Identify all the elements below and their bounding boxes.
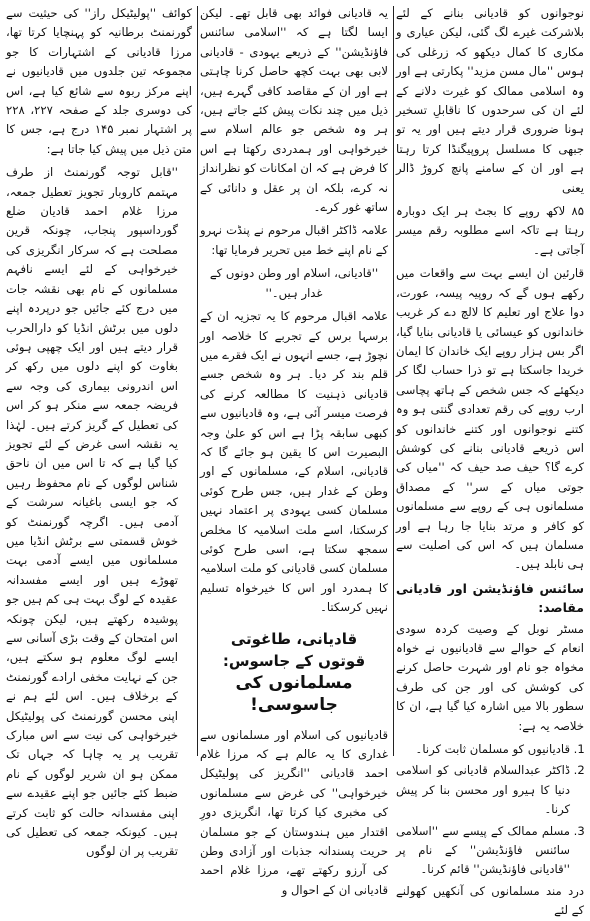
paragraph: درد مند مسلمانوں کی آنکھیں کھولنے کے لئے [396, 883, 584, 918]
quoted-notice: ''قابل توجہ گورنمنٹ از طرف مہتمم کاروبار تجویز تعطیل جمعہ، مرزا غلام احمد قادیان ضلع گورداسپور پنجاب، چونکہ قرین مصلحت ہے کہ سرکار انگریزی کی خیرخواہی کے لئے ایسے نافہم مسلمانوں کے نام بھی نقشہ جات میں درج کئے جائیں جو درپردہ اپنے دلوں میں برٹش انڈیا کو دارالحرب قرار دیتے ہیں اور ایک چھپی ہوئی بغاوت کو اپنے دلوں میں رکھ کر اس اندرونی بیماری کی وجہ سے فریضہ جمعہ سے منکر ہو کر اس کی تعطیل کے گریز کرتے ہیں۔ لہٰذا یہ نقشہ اسی غرض کے لئے تجویز کیا گیا ہے کہ تا اس میں ان ناحق شناس لوگوں کے نام محفوظ رہیں کہ جو ایسی باغیانہ سرشت کے آدمی ہیں۔ اگرچہ گورنمنٹ کو خوش قسمتی سے برٹش انڈیا میں مسلمانوں میں ایسے آدمی بہت تھوڑے ہیں اور ایسے مفسدانہ عقیدہ کے لوگ بہت ہی کم ہیں جو پوشیدہ رکھتے ہیں، لیکن چونکہ اس امتحان کے وقت بڑی آسانی سے ایسے لوگ معلوم ہو سکتے ہیں، جن کے نہایت مخفی ارادے گورنمنٹ کے برخلاف ہیں۔ اس لئے ہم نے اپنی محسن گورنمنٹ کی پولیٹیکل خیرخواہی کی نیت سے اس مبارک تقریب پر یہ چاہا کہ جہاں تک ممکن ہو ان شریر لوگوں کے نام ضبط کئے جائیں جو اپنے عقیدے سے اپنی مفسدانہ حالت کو ثابت کرتے ہیں۔ کیونکہ جمعہ کی تعطیل کی تقریب پر ان لوگوں [6, 165, 178, 859]
paragraph: نوجوانوں کو قادیانی بنانے کے لئے بلاشرکت غیرے لگ گئی، لیکن عیاری و مکاری کا کمال دیکھو کہ زرغلی کی ہوس ''مال مسن مزید'' پکارتی ہے اور وہ اسلامی ممالک کو غیرت دلانے کے لئے ان کی سرحدوں کا ناقابلِ تسخیر ہونا ضروری قرار دیتے ہیں اور یہ تو جبھی کا مسلسل پروپیگنڈا کرتا رہتا ہے اور ان کے سامنے پانچ کروڑ ڈالر یعنی [396, 6, 584, 195]
column-middle [200, 4, 388, 897]
summary-list [396, 740, 584, 880]
headline-line-1: قادیانی، طاغوتی قوتوں کے جاسوس: [222, 629, 366, 670]
paragraph: علامہ ڈاکٹر اقبال مرحوم نے پنڈت نہرو کے نام اپنے خط میں تحریر فرمایا تھا: [200, 223, 388, 257]
column-left [6, 4, 192, 859]
paragraph: مسٹر نوبل کے وصیت کردہ سودی انعام کے حوالے سے قادیانیوں نے خواہ مخواہ جو نام اور شہرت حاصل کرنے کی کوشش کی اور جن کی طرف سطور بالا میں اشارہ کیا گیا ہے، ان کا خلاصہ یہ ہے: [396, 621, 584, 733]
paragraph: کوائف ''پولیٹیکل راز'' کی حیثیت سے گورنمنٹ برطانیہ کو پہنچایا کرتا تھا، مرزا قادیانی کے اشتہارات کا جو مجموعہ تین جلدوں میں قادیانیوں نے اپنے مرکز ربوہ سے شائع کیا ہے، اس کی دوسری جلد کے صفحہ ۲۲۷، ۲۲۸ پر اشتہار نمبر ۱۴۵ درج ہے، جس کا متن ذیل میں پیش کیا جاتا ہے: [6, 6, 192, 156]
quote: ''قادیانی، اسلام اور وطن دونوں کے غدار ہیں۔'' [209, 266, 379, 300]
article-headline [204, 624, 384, 720]
paragraph: ۸۵ لاکھ روپے کا بجٹ ہر ایک دوبارہ رہتا ہے تاکہ اسے مطلوبہ رقم میسر آجاتی ہے۔ [396, 204, 584, 257]
column-divider [393, 6, 394, 756]
section-heading: سائنس فاؤنڈیشن اور قادیانی مقاصد: [396, 580, 584, 616]
paragraph: علامہ اقبال مرحوم کا یہ تجزیہ ان کے برسہا برس کے تجربے کا خلاصہ اور نچوڑ ہے، جسے انہوں نے ایک فقرے میں قلم بند کر دیا۔ ہر وہ شخص جسے قادیانی ذہنیت کا مطالعہ کرنے کی فرصت میسر آئی ہے، وہ قادیانیوں سے کبھی سابقہ پڑا ہے اس کو علیٰ وجہ البصیرت اس کا یقین ہو جائے گا کہ قادیانی، اسلام کے، مسلمانوں کے اور وطن کے غدار ہیں، جس طرح کوئی مسلمان کسی یہودی پر اعتماد نہیں کرسکتا، اسے ملت اسلامیہ کا مخلص سمجھ سکتا ہے، اسی طرح کوئی مسلمان کسی قادیانی کو ملت اسلامیہ کا ہمدرد اور اس کا خیرخواہ تسلیم نہیں کرسکتا۔ [200, 309, 388, 615]
list-item: 1. قادیانیوں کو مسلمان ثابت کرنا۔ [396, 740, 570, 759]
paragraph: قادیانیوں کی اسلام اور مسلمانوں سے غداری کا یہ عالم ہے کہ مرزا غلام احمد قادیانی ''انگریز کی پولیٹیکل خیرخواہی'' کی غرض سے مسلمانوں کی مخبری کیا کرتا تھا، انگریزی دورِ اقتدار میں ہندوستان کے جو مسلمان حریت پسندانہ جذبات اور آزادی وطن کی آرزو رکھتے تھے، مرزا غلام احمد قادیانی ان کے احوال و [200, 727, 388, 897]
list-item: 3. مسلم ممالک کے پیسے سے ''اسلامی سائنس فاؤنڈیشن'' کے نام پر ''قادیانی فاؤنڈیشن'' قائم کرنا۔ [396, 822, 570, 880]
column-right [396, 4, 584, 918]
column-divider [197, 6, 198, 756]
paragraph: قارئین ان ایسے بہت سے واقعات میں رکھے ہوں گے کہ روپیہ پیسہ، عورت، دوا علاج اور تعلیم کا لالچ دے کر غریب خاندانوں کو عیسائی یا قادیانی بنایا گیا، اگر بس ہزار روپے ایک خاندان کا ایمان خریدا جاسکتا ہے تو ذرا حساب لگا کر دیکھئے کہ جس شخص کے ہاتھ پچاسی ارب روپے کی رقم تعدادی گنتی ہو وہ کتنے نوجوانوں اور کتنے خاندانوں کو اس ذریعے قادیانی بنانے کی کوشش کرے گا؟ حیف صد حیف کہ ''میاں کی جوتی میاں کے سر'' کے مصداق مسلمانوں ہی کے روپے سے مسلمانوں کو کافر و مرتد بنایا جا رہا ہے اور مسلمان ہیں کہ اس کی اصلیت سے ہی نابلد ہیں۔ [396, 266, 584, 572]
headline-line-2: مسلمانوں کی جاسوسی! [235, 672, 353, 715]
list-item: 2. ڈاکٹر عبدالسلام قادیانی کو اسلامی دنیا کا ہیرو اور محسن بنا کر پیش کرنا۔ [396, 761, 570, 819]
paragraph: یہ قادیانی فوائد بھی قابل تھے۔ لیکن ایسا لگتا ہے کہ ''اسلامی سائنس فاؤنڈیشن'' کے ذریعے یہودی - قادیانی لابی بھی بہت کچھ حاصل کرنا چاہتی ہے اور ان کے مقاصد کافی گہرے ہیں، ذیل میں چند نکات پیش کئے جاتے ہیں، ہر وہ شخص جو عالم اسلام سے خیرخواہی اور ہمدردی رکھتا ہے اس کا فرض ہے کہ ان امکانات کو نظرانداز نہ کرے، بلکہ ان پر عقل و دانائی کے ساتھ غور کرے۔ [200, 6, 388, 215]
